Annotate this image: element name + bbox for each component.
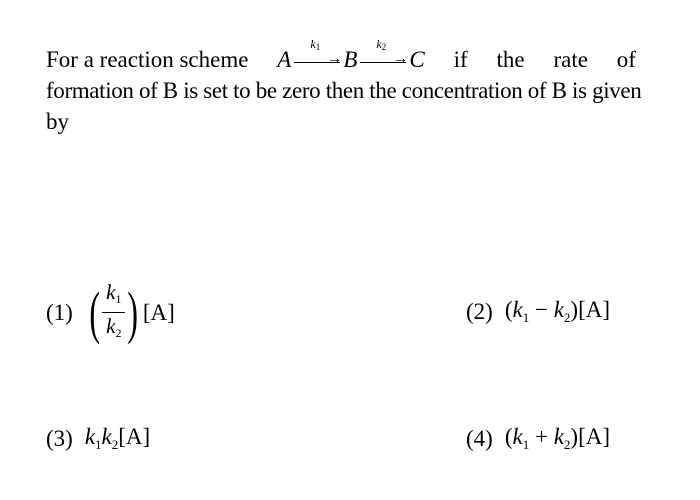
option-2-expression: $(k_1 - k_2)[A]$ [504,297,611,325]
option-3-expression: $k_1k_2[A]$ [84,424,151,452]
question-line-2: formation of B is set to be zero then the concentration of B is given [46,78,642,103]
fraction [102,280,125,345]
reaction-arrow-1 [294,37,343,67]
option-1-suffix: [A] [142,299,175,325]
word-of: of [616,47,636,72]
word-the: the [496,47,525,72]
fraction-numerator: $k_1$ [102,280,125,313]
option-2[interactable] [466,297,610,326]
species-b: B [343,47,358,72]
option-4[interactable] [466,424,610,453]
option-3-number: (3) [46,425,73,451]
question-line-1 [46,37,636,75]
option-4-number: (4) [466,425,493,451]
option-1-expression: ( $\frac{k_1}{k_2}$ ) [A] [89,279,175,345]
word-rate: rate [553,47,588,72]
question-line-3: by [46,109,69,134]
option-4-expression: $(k_1 + k_2)[A]$ [504,424,611,452]
arrow-head-icon: → [326,50,343,67]
rate-constant-k2: $k_2$ [376,37,387,52]
rate-constant-k1: $k_1$ [310,37,321,52]
option-3[interactable] [46,424,150,453]
question-lead: For a reaction scheme [46,47,249,72]
reaction-scheme [277,37,425,75]
option-2-number: (2) [466,298,493,324]
species-a: A [277,47,292,72]
option-1[interactable] [46,280,175,345]
option-1-number: (1) [46,299,73,325]
question-text [46,37,642,137]
species-c: C [409,47,425,72]
fraction-denominator: $k_2$ [106,314,122,340]
word-if: if [453,47,468,72]
arrow-head-icon: → [392,50,409,67]
reaction-arrow-2 [360,37,409,67]
